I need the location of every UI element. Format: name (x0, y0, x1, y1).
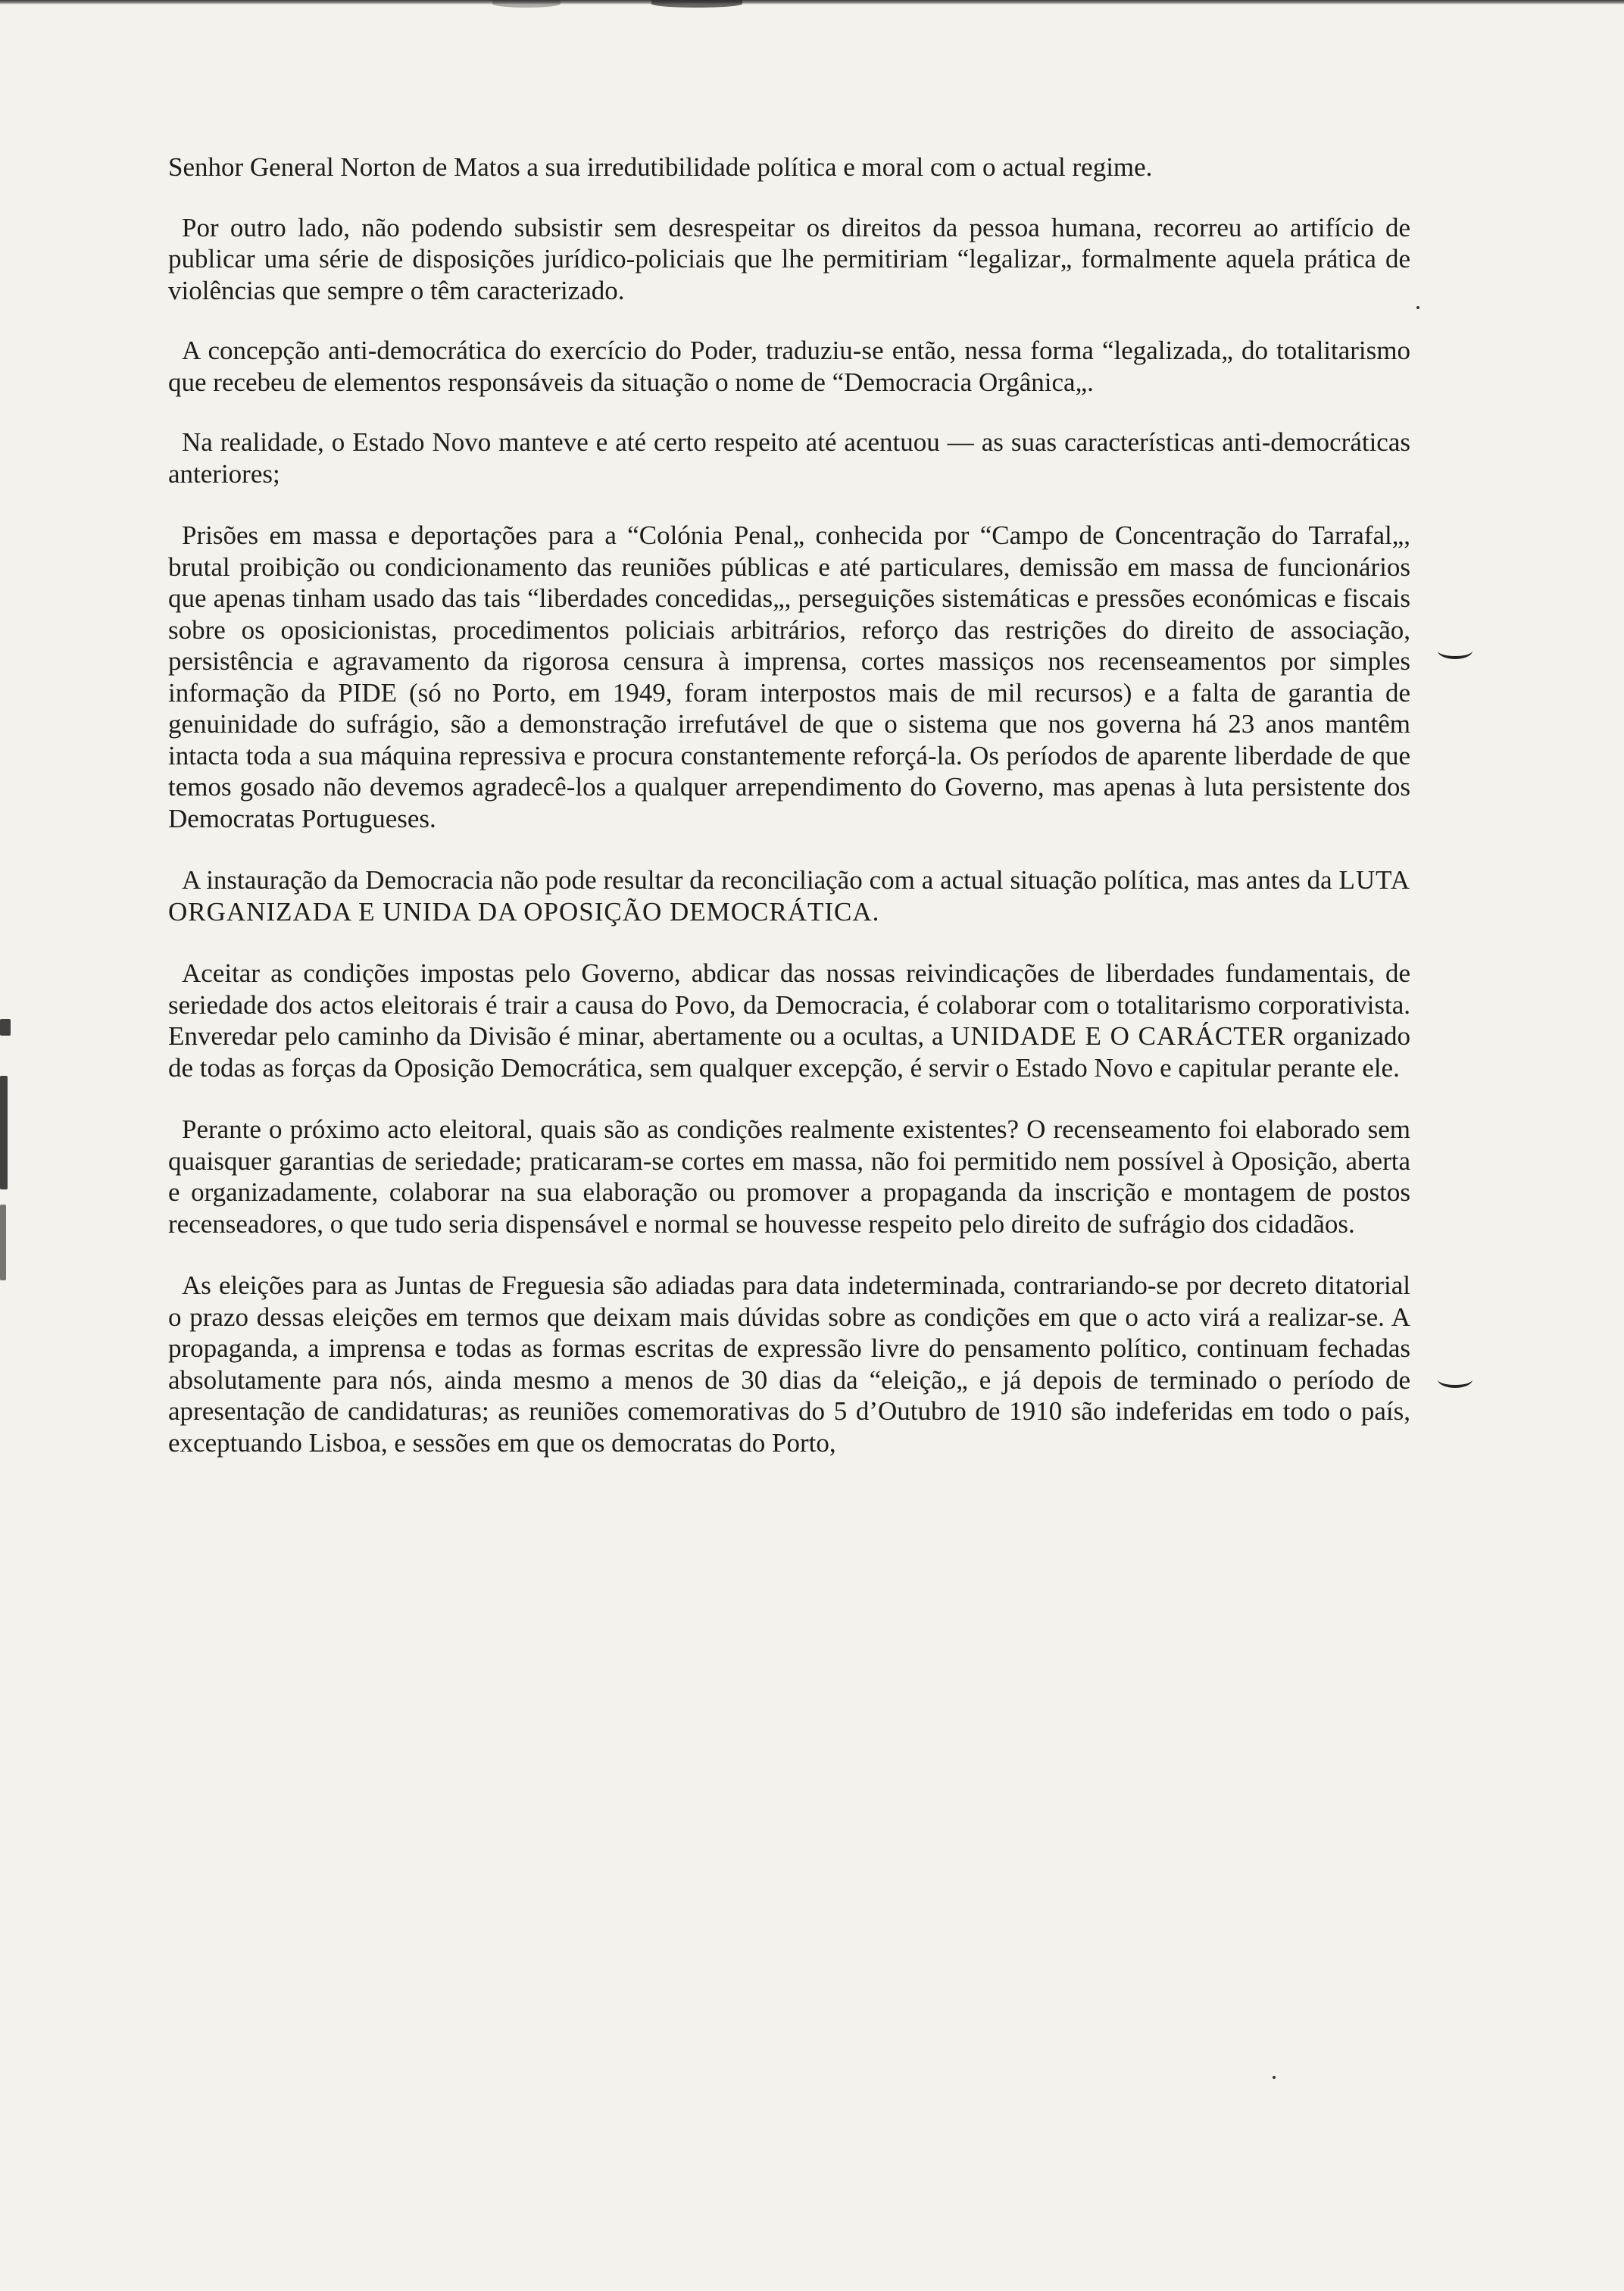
paragraph-text: A instauração da Democracia não pode resultar da reconciliação com a actual situação política, mas antes da (182, 865, 1339, 895)
emphasis-caps: UNIDADE E O CARÁCTER (951, 1021, 1286, 1051)
scan-speck (1416, 306, 1419, 309)
document-body (168, 152, 1410, 1458)
margin-scan-mark (0, 1019, 11, 1036)
margin-scan-mark (0, 1205, 6, 1280)
paragraph-3 (168, 335, 1410, 398)
paragraph-text: . (872, 896, 879, 927)
paragraph-7 (168, 958, 1410, 1083)
paragraph-9 (168, 1270, 1410, 1458)
margin-pencil-mark (1438, 642, 1473, 659)
paragraph-text: Perante o próximo acto eleitoral, quais são as condições realmente existentes? O recenseamento foi elaborado sem quaisquer garantias de seriedade; praticaram-se cortes em massa, não foi permitido nem possível à Oposição, aberta e organizadamente, colaborar na sua elaboração ou promover a propaganda da inscrição e montagem de postos recenseadores, o que tudo seria dispensável e normal se houvesse respeito pelo direito de sufrágio dos cidadãos. (168, 1114, 1410, 1239)
margin-scan-mark (0, 1076, 8, 1189)
paragraph-text-wrap (168, 864, 1410, 927)
emphasis-caps: LUTA ORGANIZADA E UNIDA DA OPOSIÇÃO DEMOCRÁTICA (168, 865, 1410, 927)
scan-smudge (492, 0, 561, 8)
paragraph-2 (168, 212, 1410, 307)
scan-speck (1273, 2076, 1276, 2079)
paragraph-5 (168, 520, 1410, 834)
paragraph-text: Por outro lado, não podendo subsistir sem desrespeitar os direitos da pessoa humana, recorreu ao artifício de publicar uma série de disposições jurídico-policiais que lhe permitiriam “legalizar„ formalmente aquela prática de violências que sempre o têm caracterizado. (168, 212, 1410, 305)
margin-pencil-mark (1438, 1371, 1473, 1388)
paragraph-text: Prisões em massa e deportações para a “Colónia Penal„ conhecida por “Campo de Concentração do Tarrafal„, brutal proibição ou condicionamento das reuniões públicas e até particulares, demissão em massa de funcionários que apenas tinham usado das tais “liberdades concedidas„, perseguições sistemáticas e pressões económicas e fiscais sobre os oposicionistas, procedimentos policiais arbitrários, reforço das restrições do direito de associação, persistência e agravamento da rigorosa censura à imprensa, cortes massiços nos recenseamentos por simples informação da PIDE (só no Porto, em 1949, foram interpostos mais de mil recursos) e a falta de garantia de genuinidade do sufrágio, são a demonstração irrefutável de que o sistema que nos governa há 23 anos mantêm intacta toda a sua máquina repressiva e procura constantemente reforçá-la. Os períodos de aparente liberdade de que temos gosado não devemos agradecê-los a qualquer arrependimento do Governo, mas apenas à luta persistente dos Democratas Portugueses. (168, 520, 1410, 833)
paragraph-text: organizado de todas as forças da Oposição Democrática, sem qualquer excepção, é servir o Estado Novo e capitular perante ele. (168, 1021, 1411, 1083)
paragraph-1 (168, 152, 1410, 183)
page-top-edge (0, 0, 1624, 5)
paragraph-text: A concepção anti-democrática do exercício do Poder, traduziu-se então, nessa forma “legalizada„ do totalitarismo que recebeu de elementos responsáveis da situação o nome de “Democracia Orgânica„. (168, 336, 1410, 397)
paragraph-4 (168, 427, 1410, 489)
paragraph-text: Senhor General Norton de Matos a sua irredutibilidade política e moral com o actual regime. (168, 152, 1153, 182)
paragraph-8 (168, 1114, 1410, 1239)
paragraph-text: Aceitar as condições impostas pelo Governo, abdicar das nossas reivindicações de liberdades fundamentais, de seriedade dos actos eleitorais é trair a causa do Povo, da Democracia, é colaborar com o totalitarismo corporativista. Enveredar pelo caminho da Divisão é minar, abertamente ou a ocultas, a (168, 958, 1410, 1051)
paragraph-text-wrap (168, 958, 1410, 1083)
paragraph-text: As eleições para as Juntas de Freguesia são adiadas para data indeterminada, contrariando-se por decreto ditatorial o prazo dessas eleições em termos que deixam mais dúvidas sobre as condições em que o acto virá a realizar-se. A propaganda, a imprensa e todas as formas escritas de expressão livre do pensamento político, continuam fechadas absolutamente para nós, ainda mesmo a menos de 30 dias da “eleição„ e já depois de terminado o período de apresentação de candidaturas; as reuniões comemorativas do 5 d’Outubro de 1910 são indeferidas em todo o país, exceptuando Lisboa, e sessões em que os democratas do Porto, (168, 1271, 1410, 1458)
scan-smudge (651, 0, 742, 8)
paragraph-text: Na realidade, o Estado Novo manteve e até certo respeito até acentuou — as suas características anti-democráticas anteriores; (168, 427, 1410, 489)
paragraph-6 (168, 864, 1410, 927)
